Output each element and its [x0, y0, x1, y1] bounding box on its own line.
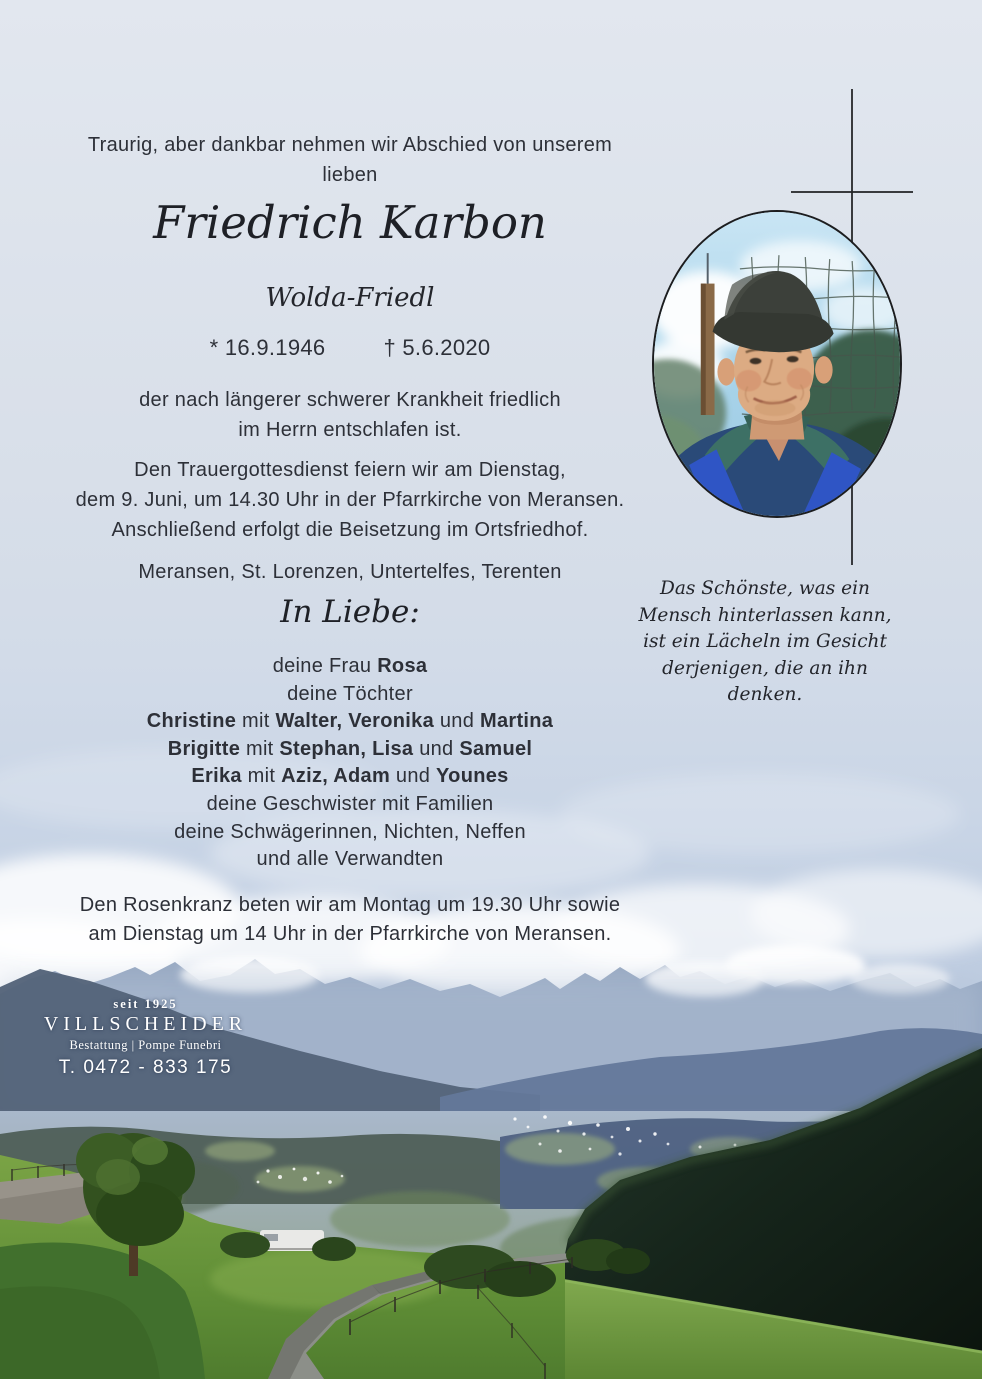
- intro-line: Traurig, aber dankbar nehmen wir Abschied von unserem: [87, 134, 613, 156]
- places-line: Meransen, St. Lorenzen, Untertelfes, Terenten: [138, 561, 562, 583]
- cheek-right: [787, 368, 812, 390]
- ear-right: [815, 356, 833, 383]
- intro-line: lieben: [322, 164, 378, 186]
- eye-right: [787, 356, 799, 362]
- passing-line: der nach längerer schwerer Krankheit friedlich: [139, 389, 561, 411]
- deceased-nickname: Wolda-Friedl: [265, 283, 435, 313]
- deceased-name: Friedrich Karbon: [153, 196, 547, 249]
- quote-line: ist ein Lächeln im Gesicht: [643, 631, 887, 653]
- family-line: Christine mit Walter, Veronika und Martina: [146, 710, 554, 733]
- quote-line: denken.: [727, 684, 803, 706]
- memorial-quote: [630, 576, 900, 709]
- stubble: [755, 400, 796, 416]
- birth-date: * 16.9.1946: [209, 335, 326, 360]
- logo-phone: T. 0472 - 833 175: [58, 1057, 233, 1078]
- family-line: deine Schwägerinnen, Nichten, Neffen: [174, 820, 526, 843]
- death-date: † 5.6.2020: [383, 335, 491, 360]
- quote-line: Mensch hinterlassen kann,: [638, 604, 892, 626]
- passing-text: [20, 385, 680, 445]
- rosary-text: [20, 891, 680, 949]
- eye-left: [750, 358, 762, 364]
- rosary-line: am Dienstag um 14 Uhr in der Pfarrkirche von Meransen.: [88, 923, 612, 945]
- logo-since: seit 1925: [113, 997, 178, 1011]
- passing-line: im Herrn entschlafen ist.: [238, 419, 462, 441]
- logo-services: Bestattung | Pompe Funebri: [69, 1038, 222, 1052]
- family-line: Erika mit Aziz, Adam und Younes: [191, 765, 509, 788]
- life-dates: [20, 335, 680, 361]
- portrait-photo: [652, 210, 902, 518]
- funeral-home-logo: [28, 997, 263, 1079]
- service-line: dem 9. Juni, um 14.30 Uhr in der Pfarrkirche von Meransen.: [75, 489, 625, 511]
- family-line: deine Geschwister mit Familien: [206, 792, 494, 815]
- family-line: deine Frau Rosa: [272, 655, 428, 677]
- family-list: [20, 653, 680, 874]
- cheek-left: [736, 370, 761, 392]
- family-line: Brigitte mit Stephan, Lisa und Samuel: [167, 737, 533, 760]
- farewell-heading: In Liebe:: [280, 594, 420, 630]
- quote-line: Das Schönste, was ein: [660, 578, 870, 599]
- family-line: deine Töchter: [287, 682, 413, 705]
- family-line: und alle Verwandten: [256, 848, 444, 871]
- service-text: [20, 455, 680, 545]
- memorial-cross-icon: [791, 191, 913, 193]
- quote-line: derjenigen, die an ihn: [662, 657, 868, 679]
- intro-text: [20, 130, 680, 190]
- ear-left: [717, 358, 735, 385]
- logo-name: VILLSCHEIDER: [43, 1013, 248, 1035]
- rosary-line: Den Rosenkranz beten wir am Montag um 19.30 Uhr sowie: [79, 894, 621, 916]
- service-line: Den Trauergottesdienst feiern wir am Dienstag,: [134, 459, 566, 481]
- service-line: Anschließend erfolgt die Beisetzung im Ortsfriedhof.: [111, 519, 589, 541]
